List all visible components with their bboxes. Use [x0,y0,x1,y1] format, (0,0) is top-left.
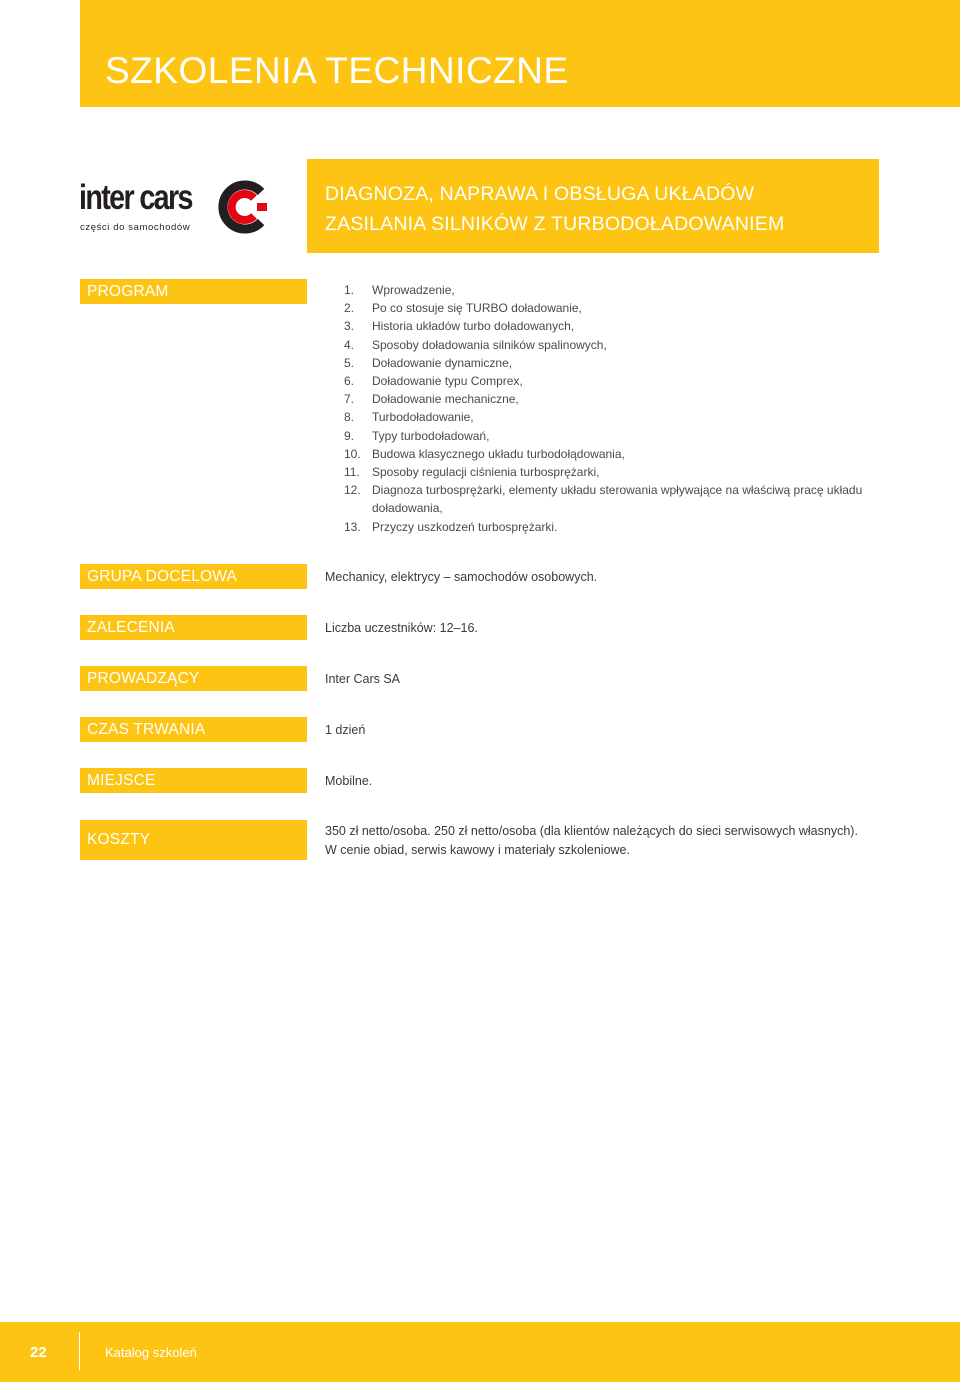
location-value: Mobilne. [325,774,373,788]
costs-value-line-2: W cenie obiad, serwis kawowy i materiały szkoleniowe. [325,843,630,857]
footer-divider [79,1332,80,1370]
logo-c-mark-icon [217,180,269,234]
list-item: 3. Historia układów turbo doładowanych, [344,319,575,334]
list-item: 5. Doładowanie dynamiczne, [344,355,513,370]
list-item: 4. Sposoby doładowania silników spalinowych, [344,337,607,352]
logo-brand-text: inter cars [79,178,192,217]
target-group-value: Mechanicy, elektrycy – samochodów osobowych. [325,570,598,584]
list-item: 12. Diagnoza turbosprężarki, elementy układu sterowania wpływające na właściwą pracę układu doładowania, [344,483,863,516]
course-title-box [307,159,879,253]
inter-cars-logo [79,180,279,240]
list-item: 7. Doładowanie mechaniczne, [344,392,519,407]
header-band [80,0,960,107]
course-title-line-2: ZASILANIA SILNIKÓW Z TURBODOŁADOWANIEM [325,213,785,235]
recommendations-value: Liczba uczestników: 12–16. [325,621,478,635]
logo-tagline: części do samochodów [80,222,191,233]
list-item: 13. Przyczy uszkodzeń turbosprężarki. [344,519,558,534]
list-item: 1. Wprowadzenie, [344,283,455,297]
list-item: 6. Doładowanie typu Comprex, [344,374,523,389]
duration-value: 1 dzień [325,723,366,737]
costs-value-line-1: 350 zł netto/osoba. 250 zł netto/osoba (dla klientów należących do sieci serwisowych własnych). [325,824,858,838]
list-item: 8. Turbodoładowanie, [344,410,474,425]
list-item: 9. Typy turbodoładowań, [344,428,490,443]
instructor-label: PROWADZĄCY [80,666,307,691]
instructor-value: Inter Cars SA [325,672,401,686]
list-item: 10. Budowa klasycznego układu turbodołądowania, [344,446,625,461]
duration-label: CZAS TRWANIA [80,717,307,742]
page-title: SZKOLENIA TECHNICZNE [105,50,569,91]
list-item: 11. Sposoby regulacji ciśnienia turbosprężarki, [344,465,600,480]
page-number: 22 [30,1344,47,1361]
list-item: 2. Po co stosuje się TURBO doładowanie, [344,301,582,316]
costs-value [325,822,885,860]
program-list [325,281,870,536]
location-label: MIEJSCE [80,768,307,793]
target-group-label: GRUPA DOCELOWA [80,564,307,589]
course-title-line-1: DIAGNOZA, NAPRAWA I OBSŁUGA UKŁADÓW [325,183,755,205]
footer-catalog-label: Katalog szkoleń [105,1345,197,1360]
program-label: PROGRAM [80,279,307,304]
recommendations-label: ZALECENIA [80,615,307,640]
costs-label: KOSZTY [80,820,307,860]
